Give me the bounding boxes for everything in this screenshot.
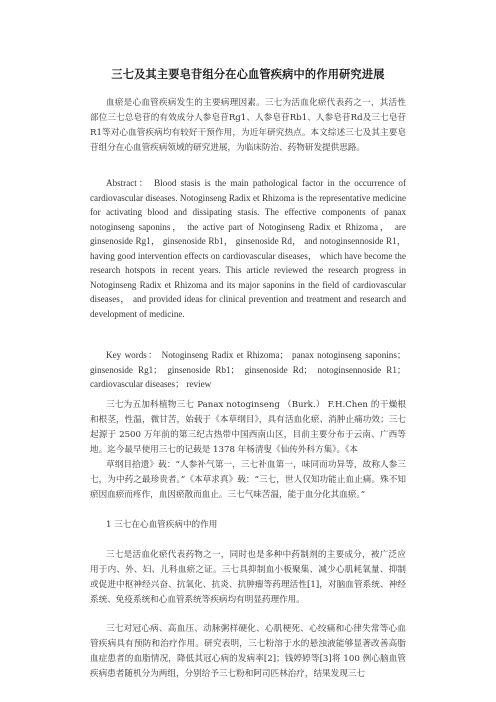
intro-paragraph-1: 三七为五加科植物三七 Panax notoginseng （Burk.） F.H.Chen 的干燥根和根茎，性温，微甘苦，始载于《本草纲目》，具有活血化瘀、消肿止痛功效；三七起源于 2500 万年前的第三纪古热带中国西南山区，目前主要分布于云南、广西等地。迄今最早使用三七的记载是 1378 年杨清叟《仙传外科方集》。《本 [90, 400, 406, 455]
section-paragraph-1: 三七是活血化瘀代表药物之一，同时也是多种中药制剂的主要成分，被广泛应用于内、外、妇、儿科血瘀之证。三七具抑制血小板聚集、减少心肌耗氧量、抑制或促进中枢神经兴奋、抗氧化、抗炎、抗肿瘤等药理活性[1]，对脑血管系统、神经系统、免疫系统和心血管系统等疾病均有明显药理作用。 [90, 550, 406, 605]
paper-title: 三七及其主要皂苷组分在心血管疾病中的作用研究进展 [111, 68, 385, 81]
section-paragraph-2: 三七对冠心病、高血压、动脉粥样硬化、心肌梗死、心绞痛和心律失常等心血管疾病具有预防和治疗作用。研究表明，三七粉溶于水的悬浊液能够显著改善高脂血症患者的血脂情况，降低其冠心病的发病率[2]；钱婷婷等[3]将 100 例心脑血管疾病患者随机分为两组，分别给予三七粉和阿司匹林治疗，结果发现三七 [90, 624, 406, 679]
abstract-chinese: 血瘀是心血管疾病发生的主要病理因素。三七为活血化瘀代表药之一，其活性部位三七总皂苷的有效成分人参皂苷Rg1、人参皂苷Rb1、人参皂苷Rd及三七皂苷R1等对心血管疾病均有较好干预作用，为近年研究热点。本文综述三七及其主要皂苷组分在心血管疾病领域的研究进展，为临床防治、药物研发提供思路。 [90, 98, 406, 153]
intro-paragraph-2: 草纲目拾遗》载：“人参补气第一，三七补血第一，味同而功异等，故称人参三七，为中药之最珍贵者。”《本草求真》载：“三七，世人仅知功能止血止痛。殊不知瘀因血瘀而疼作，血因瘀散而血止。三七气味苦温，能于血分化其血瘀。” [90, 460, 406, 500]
section-heading: 1 三七在心血管疾病中的作用 [106, 520, 218, 530]
keywords-english: Key words： Notoginseng Radix et Rhizoma； panax notoginseng saponins； ginsenoside Rg1； ginsenoside Rb1； ginsenoside Rd； notoginsennoside R1； cardiovascular diseases； review [90, 350, 406, 389]
abstract-english: Abstract： Blood stasis is the main pathological factor in the occurrence of cardiovascular diseases. Notoginseng Radix et Rhizoma is the representative medicine for activating blood and dissipating stasis. The effective components of panax notoginseng saponins， the active part of Notoginseng Radix et Rhizoma， are ginsenoside Rg1， ginsenoside Rb1， ginsenoside Rd， and notoginsennoside R1， having good intervention effects on cardiovascular diseases， which have become the research hotspots in recent years. This article reviewed the research progress in Notoginseng Radix et Rhizoma and its major saponins in the field of cardiovascular diseases， and provided ideas for clinical prevention and treatment and research and development of medicine. [90, 178, 406, 319]
